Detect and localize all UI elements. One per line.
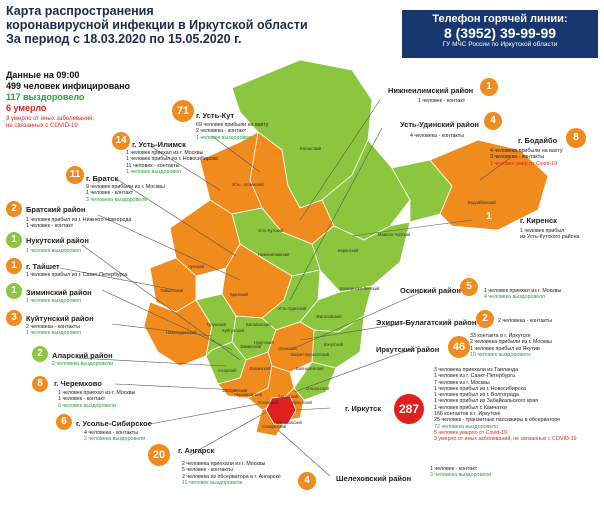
district-label: Осинский [278,346,297,351]
region-count-badge: 6 [56,414,72,430]
region-name[interactable]: г. Бодайбо [518,136,558,145]
region-count-badge: 8 [32,376,48,392]
region-notes [84,430,145,443]
stats-died: 6 умерло [6,103,47,113]
district-label: Аларский [218,368,237,373]
region-note-line: 1 человек выздоровел [196,134,252,141]
region-note-line: 1 человек - контакт [26,223,74,230]
district-label: Иркутский [292,400,312,405]
region-name[interactable]: Осинский район [400,286,461,295]
district-label: Зиминский [240,344,262,349]
region-note-line: 11 человек выздоровели [182,479,243,486]
region-notes [182,461,281,486]
region-notes [498,318,552,324]
district-label: Боханский [250,366,271,371]
region-count-badge: 11 [66,166,84,184]
region-note-line: 1 человек приехал из г. Москвы [58,390,136,396]
district-label: Усть - Илимский [232,182,264,187]
region-notes [52,361,113,367]
region-count-badge: 71 [172,100,194,122]
region-name[interactable]: г. Усть-Илимск [132,140,186,149]
title-line-2: коронавирусной инфекции в Иркутской области [6,18,308,32]
irkutsk-note-line: 5 человек умерло от Covid-19 [434,429,507,436]
irkutsk-note-line: 1 человек из г. Санкт-Петербурга [434,373,515,380]
region-count-badge: 2 [476,310,494,328]
region-count-badge: 14 [112,132,130,150]
region-notes [520,228,579,241]
region-note-line: 1 человек выздоровел [26,330,82,337]
region-note-line: 1 человек - контакт [418,98,466,104]
region-notes [410,133,464,139]
region-note-line: 5 человек - контакты [182,467,233,474]
irkutsk-note-line: 7 человек из г. Москвы [434,379,490,386]
region-note-line: 3 человека выздоровели [430,472,492,479]
irkutsk-note-line: 25 человек - транзитные пассажиры в обсерваторе [434,417,561,424]
region-note-line: 1 человек выздоровел [26,248,82,254]
region-note-line: 2 человека приехали из г. Москвы [182,461,266,467]
stats-date: Данные на 09:00 [6,70,80,80]
region-note-line: 1 человек - контакт [58,396,106,403]
region-notes [58,390,135,409]
region-note-line: 1 человек прибыл из г. Нижнего Новгорода [26,217,132,223]
district-label: Слюдянский [262,424,287,429]
region-note-line: 2 человека - контакты [26,324,81,330]
region-note-line: 3 человека выздоровели [86,196,148,203]
region-note-line: 1 человек умер от Covid-19 [490,160,558,167]
district-label: Усть-Удинский [278,306,306,311]
region-count-badge: 5 [460,278,478,296]
region-name[interactable]: Нукутский район [26,236,89,245]
region-note-line: 4 человека - контакты [410,133,465,139]
district-label: Качугский [324,342,343,347]
region-name[interactable]: г. Тайшет [26,262,60,271]
region-note-line: 1 человек прибыл из г. Новосибирска [126,156,218,163]
irkutsk-note-line: 1 человек прибыл с Камчатки [434,404,507,411]
region-name[interactable]: Нижнеилимский район [388,86,474,95]
irkutsk-notes [434,367,577,443]
region-name[interactable]: г. Братск [86,174,119,183]
region-notes [490,148,563,167]
region-count-badge: 3 [6,310,22,326]
title-line-1: Карта распространения [6,4,154,18]
region-name[interactable]: Эхирит-Булагатский район [376,318,477,327]
region-note-line: 2 человека выздоровели [52,361,114,367]
region-count-badge: 4 [298,472,316,490]
district-label: Катангский [300,146,322,151]
region-notes [418,98,465,104]
region-count-badge: 2 [32,346,48,362]
region-notes [26,324,81,337]
region-note-line: 4 человека выздоровело [484,294,546,301]
region-note-line: 1 человек прибыл из Якутии [470,345,540,352]
region-note-line: 6 человек выздоровели [58,402,116,409]
region-count-badge: 2 [6,201,22,217]
district-label: Усть-Кутский [258,228,283,233]
irkutsk-note-line: 1 человек прибыл из г. Волгограда [434,392,519,399]
irkutsk-note-line: 166 контактов в г. Иркутске [434,411,501,418]
region-note-line: 10 человек выздоровело [470,351,531,358]
region-note-line: 1 человек приехал из г. Москвы [126,150,204,156]
region-count-badge: 1 [480,208,498,226]
region-name[interactable]: г. Усть-Кут [196,111,235,120]
region-count-badge: 8 [566,128,586,148]
region-name[interactable]: Братский район [26,205,86,214]
irkutsk-note-line: 1 человек прибыл из Забайкальского края [434,398,539,405]
region-note-line: 2 человека - контакты [498,318,553,324]
region-name[interactable]: Усть-Удинский район [400,120,479,129]
district-label: Чунский [188,264,204,269]
irkutsk-note-line: 72 человека выздоровело [434,423,499,430]
region-note-line: 1 человек - контакт [430,466,478,472]
region-count-badge: 1 [480,78,498,96]
district-label: Нижнеилимский [258,252,290,257]
region-notes [470,333,552,358]
region-note-line: 2 человека выздоровели [84,436,146,443]
district-label: Балаганский [246,322,271,327]
region-note-line: 1 человек прибыл из г. Санкт-Петербурга [26,272,128,278]
stats-other-2: не связанных с COVID-19 [6,123,78,129]
region-count-badge: 4 [484,112,502,130]
district-label: Киренский [338,248,359,253]
district-label: Ольхонский [306,386,330,391]
region-note-line: 1 человек выздоровел [126,168,182,175]
region-name[interactable]: г. Киренск [520,216,557,225]
region-notes [26,298,81,304]
region-note-line: 1 человек прибыл [520,228,565,234]
region-note-line: 11 человек - контакты [126,162,180,169]
district-label: Ангарский [278,394,298,399]
region-notes [196,122,268,141]
region-note-line: 1 человек выздоровел [26,298,82,304]
region-name[interactable]: Шелеховский район [336,474,412,483]
district-label: Казачинско-Ленский [340,286,380,291]
region-notes [26,217,131,230]
region-note-line: 9 человек прибыли из г. Москвы [86,184,165,190]
district-label: Бодайбинский [468,200,496,205]
stats-infected: 499 человек инфицировано [6,81,131,91]
region-note-line: 3 человека - контакты [490,154,545,161]
region-note-line: 2 человека прибыли из г. Москвы [470,339,552,346]
hotline-org: ГУ МЧС России по Иркутской области [442,41,558,48]
region-notes [126,150,218,175]
district-label: Усольский [258,400,278,405]
district-label: Мамско-Чуйский [378,232,411,237]
district-label: Нижнеудинский [166,330,197,335]
region-count-badge: 20 [148,444,170,466]
region-name[interactable]: г. Усолье-Сибирское [76,419,152,428]
region-notes [26,272,127,278]
district-label: Эхирит-Булагатский [290,352,329,357]
irkutsk-note-line: 3 человека приехали из Таиланда [434,367,519,373]
region-notes [86,184,165,203]
region-note-line: из Усть-Кутского района [520,234,580,241]
region-note-line: 69 человек прибыли на вахту [196,122,269,128]
region-note-line: 2 человека - контакт [196,128,247,135]
region-count-badge: 1 [6,258,22,274]
district-label: Шелеховский [276,420,302,425]
region-note-line: 1 человек приехал из г. Москвы [484,288,562,294]
district-label: Братский [230,292,248,297]
region-name[interactable]: г. Ангарск [178,446,215,455]
region-name[interactable]: Зиминский район [26,288,92,297]
region-count-badge: 46 [448,336,470,358]
district-label: Куйтунский [222,328,244,333]
region-note-line: 4 человека прибыли на вахту [490,148,563,154]
district-label: Тулунский [206,322,226,327]
irkutsk-count-badge: 287 [394,394,424,424]
hotline-title: Телефон горячей линии: [432,13,568,25]
region-count-badge: 1 [6,232,22,248]
region-note-line: 2 человека из обсерватора в г. Ангарске [182,473,281,480]
region-notes [26,248,81,254]
region-notes [430,466,491,479]
region-count-badge: 1 [6,283,22,299]
region-note-line: 4 человека - контакты [84,430,139,436]
district-label: Баяндаевский [296,366,324,371]
title-line-3: За период с 18.03.2020 по 15.05.2020 г. [6,32,242,46]
irkutsk-note-line: 3 умерло от иных заболеваний, не связанных с COVID-19 [434,436,577,443]
district-label: Жигаловский [316,314,342,319]
region-notes [484,288,561,301]
region-name[interactable]: Иркутский район [376,345,440,354]
region-name[interactable]: Аларский район [52,351,113,360]
region-note-line: 1 человек - контакт [86,190,134,197]
region-note-line: 33 контакта в г. Иркутске [470,333,531,339]
hotline-phone[interactable]: 8 (3952) 39-99-99 [443,25,557,41]
district-label: Заларинский [222,388,248,393]
district-label: Нукутский [254,340,274,345]
stats-recovered: 117 выздоровело [6,92,85,102]
district-label: Тайшетский [160,288,184,293]
region-name[interactable]: г. Черемхово [54,379,102,388]
irkutsk-name[interactable]: г. Иркутск [345,404,382,413]
district-label: Черемховский [234,392,262,397]
stats-other-1: 3 умерло от иных заболеваний, [6,116,95,122]
region-name[interactable]: Куйтунский район [26,314,94,323]
irkutsk-note-line: 1 человек прибыл из г. Новосибирска [434,385,526,392]
